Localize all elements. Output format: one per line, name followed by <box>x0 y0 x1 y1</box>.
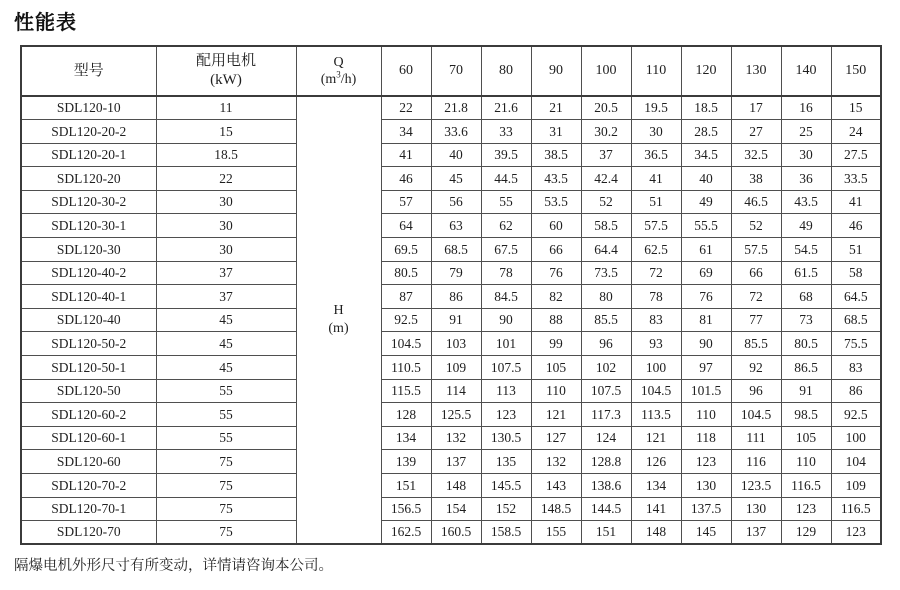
head-value-cell: 105 <box>781 426 831 450</box>
flow-value-header: 100 <box>581 46 631 96</box>
head-value-cell: 134 <box>631 474 681 498</box>
model-column-header: 型号 <box>21 46 156 96</box>
head-value-cell: 77 <box>731 308 781 332</box>
head-value-cell: 64.4 <box>581 238 631 262</box>
head-value-cell: 37 <box>581 143 631 167</box>
head-value-cell: 63 <box>431 214 481 238</box>
model-cell: SDL120-20-1 <box>21 143 156 167</box>
flow-value-header: 130 <box>731 46 781 96</box>
head-value-cell: 69 <box>681 261 731 285</box>
motor-kw-cell: 18.5 <box>156 143 296 167</box>
page-title: 性能表 <box>14 12 77 34</box>
head-value-cell: 104.5 <box>731 403 781 427</box>
motor-kw-cell: 75 <box>156 450 296 474</box>
head-value-cell: 134 <box>381 426 431 450</box>
table-row <box>21 308 881 332</box>
head-value-cell: 138.6 <box>581 474 631 498</box>
head-value-cell: 148 <box>631 521 681 545</box>
head-value-cell: 46 <box>831 214 881 238</box>
head-value-cell: 88 <box>531 308 581 332</box>
model-cell: SDL120-50-2 <box>21 332 156 356</box>
head-value-cell: 145 <box>681 521 731 545</box>
motor-kw-cell: 37 <box>156 285 296 309</box>
table-row <box>21 332 881 356</box>
head-value-cell: 51 <box>631 190 681 214</box>
head-value-cell: 93 <box>631 332 681 356</box>
head-value-cell: 16 <box>781 96 831 120</box>
head-value-cell: 86 <box>431 285 481 309</box>
head-value-cell: 154 <box>431 497 481 521</box>
motor-kw-cell: 75 <box>156 521 296 545</box>
head-value-cell: 104.5 <box>381 332 431 356</box>
head-value-cell: 111 <box>731 426 781 450</box>
head-value-cell: 144.5 <box>581 497 631 521</box>
head-value-cell: 135 <box>481 450 531 474</box>
head-value-cell: 104.5 <box>631 379 681 403</box>
head-value-cell: 58.5 <box>581 214 631 238</box>
head-value-cell: 128 <box>381 403 431 427</box>
head-value-cell: 130.5 <box>481 426 531 450</box>
table-row <box>21 190 881 214</box>
head-value-cell: 96 <box>581 332 631 356</box>
head-value-cell: 62 <box>481 214 531 238</box>
head-value-cell: 55 <box>481 190 531 214</box>
head-value-cell: 139 <box>381 450 431 474</box>
head-value-cell: 137 <box>431 450 481 474</box>
flow-unit-header <box>296 46 381 96</box>
head-value-cell: 124 <box>581 426 631 450</box>
head-value-cell: 160.5 <box>431 521 481 545</box>
table-row <box>21 214 881 238</box>
head-value-cell: 40 <box>431 143 481 167</box>
head-value-cell: 83 <box>831 356 881 380</box>
motor-kw-cell: 45 <box>156 332 296 356</box>
head-value-cell: 84.5 <box>481 285 531 309</box>
flow-value-header: 70 <box>431 46 481 96</box>
head-value-cell: 21 <box>531 96 581 120</box>
table-header <box>21 46 881 96</box>
table-row <box>21 356 881 380</box>
motor-kw-cell: 37 <box>156 261 296 285</box>
head-value-cell: 148 <box>431 474 481 498</box>
head-value-cell: 152 <box>481 497 531 521</box>
head-value-cell: 103 <box>431 332 481 356</box>
table-row <box>21 143 881 167</box>
head-value-cell: 52 <box>731 214 781 238</box>
head-value-cell: 109 <box>431 356 481 380</box>
head-value-cell: 49 <box>681 190 731 214</box>
head-value-cell: 54.5 <box>781 238 831 262</box>
table-row <box>21 474 881 498</box>
head-value-cell: 116 <box>731 450 781 474</box>
motor-header-line1: 配用电机 <box>195 53 256 70</box>
head-value-cell: 61.5 <box>781 261 831 285</box>
head-value-cell: 75.5 <box>831 332 881 356</box>
flow-value-header: 150 <box>831 46 881 96</box>
model-cell: SDL120-40-1 <box>21 285 156 309</box>
head-value-cell: 127 <box>531 426 581 450</box>
head-value-cell: 51 <box>831 238 881 262</box>
model-cell: SDL120-40-2 <box>21 261 156 285</box>
head-value-cell: 57 <box>381 190 431 214</box>
head-value-cell: 30 <box>631 120 681 144</box>
head-value-cell: 98.5 <box>781 403 831 427</box>
head-value-cell: 148.5 <box>531 497 581 521</box>
motor-column-header <box>156 46 296 96</box>
head-value-cell: 67.5 <box>481 238 531 262</box>
table-row <box>21 379 881 403</box>
head-value-cell: 20.5 <box>581 96 631 120</box>
motor-kw-cell: 15 <box>156 120 296 144</box>
head-value-cell: 90 <box>481 308 531 332</box>
model-cell: SDL120-40 <box>21 308 156 332</box>
head-value-cell: 52 <box>581 190 631 214</box>
head-value-cell: 72 <box>731 285 781 309</box>
motor-kw-cell: 75 <box>156 497 296 521</box>
head-value-cell: 46 <box>381 167 431 191</box>
motor-kw-cell: 45 <box>156 356 296 380</box>
head-value-cell: 68.5 <box>431 238 481 262</box>
head-value-cell: 45 <box>431 167 481 191</box>
motor-kw-cell: 55 <box>156 426 296 450</box>
head-value-cell: 107.5 <box>581 379 631 403</box>
head-value-cell: 86 <box>831 379 881 403</box>
head-value-cell: 113 <box>481 379 531 403</box>
table-row <box>21 497 881 521</box>
head-value-cell: 43.5 <box>531 167 581 191</box>
table-row <box>21 285 881 309</box>
head-value-cell: 80.5 <box>781 332 831 356</box>
model-cell: SDL120-30-2 <box>21 190 156 214</box>
head-value-cell: 132 <box>531 450 581 474</box>
head-value-cell: 36 <box>781 167 831 191</box>
head-value-cell: 19.5 <box>631 96 681 120</box>
head-value-cell: 27 <box>731 120 781 144</box>
head-value-cell: 57.5 <box>631 214 681 238</box>
head-value-cell: 82 <box>531 285 581 309</box>
model-cell: SDL120-20-2 <box>21 120 156 144</box>
motor-kw-cell: 55 <box>156 403 296 427</box>
head-value-cell: 151 <box>581 521 631 545</box>
model-cell: SDL120-60 <box>21 450 156 474</box>
head-value-cell: 162.5 <box>381 521 431 545</box>
head-value-cell: 60 <box>531 214 581 238</box>
head-value-cell: 76 <box>531 261 581 285</box>
flow-value-header: 120 <box>681 46 731 96</box>
head-value-cell: 56 <box>431 190 481 214</box>
head-value-cell: 137.5 <box>681 497 731 521</box>
head-value-cell: 36.5 <box>631 143 681 167</box>
head-value-cell: 114 <box>431 379 481 403</box>
head-value-cell: 116.5 <box>781 474 831 498</box>
head-value-cell: 130 <box>731 497 781 521</box>
head-value-cell: 42.4 <box>581 167 631 191</box>
head-value-cell: 104 <box>831 450 881 474</box>
table-row <box>21 403 881 427</box>
head-value-cell: 41 <box>831 190 881 214</box>
flow-value-header: 140 <box>781 46 831 96</box>
motor-kw-cell: 55 <box>156 379 296 403</box>
head-value-cell: 96 <box>731 379 781 403</box>
head-unit-cell: H (m) <box>296 96 381 544</box>
head-value-cell: 145.5 <box>481 474 531 498</box>
head-value-cell: 110.5 <box>381 356 431 380</box>
head-value-cell: 28.5 <box>681 120 731 144</box>
head-value-cell: 97 <box>681 356 731 380</box>
table-row <box>21 120 881 144</box>
head-value-cell: 18.5 <box>681 96 731 120</box>
head-value-cell: 34 <box>381 120 431 144</box>
motor-kw-cell: 75 <box>156 474 296 498</box>
table-row <box>21 426 881 450</box>
head-value-cell: 110 <box>781 450 831 474</box>
head-value-cell: 25 <box>781 120 831 144</box>
motor-kw-cell: 45 <box>156 308 296 332</box>
head-value-cell: 40 <box>681 167 731 191</box>
flow-unit: $(m^3/h)$ <box>320 69 357 87</box>
head-value-cell: 27.5 <box>831 143 881 167</box>
head-value-cell: 73 <box>781 308 831 332</box>
head-value-cell: 101.5 <box>681 379 731 403</box>
head-value-cell: 107.5 <box>481 356 531 380</box>
motor-header-line2: (kW) <box>210 72 242 88</box>
head-value-cell: 21.8 <box>431 96 481 120</box>
head-value-cell: 91 <box>781 379 831 403</box>
head-value-cell: 55.5 <box>681 214 731 238</box>
model-cell: SDL120-30 <box>21 238 156 262</box>
head-value-cell: 68 <box>781 285 831 309</box>
head-value-cell: 155 <box>531 521 581 545</box>
model-cell: SDL120-70-2 <box>21 474 156 498</box>
head-value-cell: 76 <box>681 285 731 309</box>
head-value-cell: 123 <box>781 497 831 521</box>
head-value-cell: 33.5 <box>831 167 881 191</box>
model-cell: SDL120-60-1 <box>21 426 156 450</box>
head-value-cell: 46.5 <box>731 190 781 214</box>
flow-symbol: Q <box>333 54 344 70</box>
motor-kw-cell: 30 <box>156 214 296 238</box>
head-value-cell: 64 <box>381 214 431 238</box>
head-value-cell: 34.5 <box>681 143 731 167</box>
head-value-cell: 61 <box>681 238 731 262</box>
head-value-cell: 64.5 <box>831 285 881 309</box>
head-value-cell: 69.5 <box>381 238 431 262</box>
head-value-cell: 121 <box>531 403 581 427</box>
head-value-cell: 44.5 <box>481 167 531 191</box>
head-value-cell: 92 <box>731 356 781 380</box>
head-value-cell: 156.5 <box>381 497 431 521</box>
model-cell: SDL120-70 <box>21 521 156 545</box>
head-value-cell: 80.5 <box>381 261 431 285</box>
head-value-cell: 57.5 <box>731 238 781 262</box>
model-cell: SDL120-30-1 <box>21 214 156 238</box>
head-value-cell: 68.5 <box>831 308 881 332</box>
head-value-cell: 123 <box>831 521 881 545</box>
head-value-cell: 38.5 <box>531 143 581 167</box>
model-cell: SDL120-70-1 <box>21 497 156 521</box>
motor-kw-cell: 30 <box>156 238 296 262</box>
head-value-cell: 81 <box>681 308 731 332</box>
head-value-cell: 31 <box>531 120 581 144</box>
head-value-cell: 85.5 <box>581 308 631 332</box>
head-value-cell: 30.2 <box>581 120 631 144</box>
head-value-cell: 123 <box>481 403 531 427</box>
head-value-cell: 41 <box>381 143 431 167</box>
head-value-cell: 116.5 <box>831 497 881 521</box>
head-value-cell: 101 <box>481 332 531 356</box>
head-value-cell: 22 <box>381 96 431 120</box>
head-value-cell: 33.6 <box>431 120 481 144</box>
head-value-cell: 132 <box>431 426 481 450</box>
head-value-cell: 91 <box>431 308 481 332</box>
head-value-cell: 128.8 <box>581 450 631 474</box>
head-value-cell: 115.5 <box>381 379 431 403</box>
head-value-cell: 86.5 <box>781 356 831 380</box>
head-value-cell: 78 <box>631 285 681 309</box>
head-value-cell: 17 <box>731 96 781 120</box>
head-value-cell: 49 <box>781 214 831 238</box>
flow-value-header: 60 <box>381 46 431 96</box>
head-value-cell: 105 <box>531 356 581 380</box>
table-row <box>21 261 881 285</box>
head-value-cell: 113.5 <box>631 403 681 427</box>
head-value-cell: 143 <box>531 474 581 498</box>
head-value-cell: 110 <box>531 379 581 403</box>
head-value-cell: 87 <box>381 285 431 309</box>
head-value-cell: 118 <box>681 426 731 450</box>
head-value-cell: 130 <box>681 474 731 498</box>
head-value-cell: 123 <box>681 450 731 474</box>
motor-kw-cell: 30 <box>156 190 296 214</box>
table-row <box>21 238 881 262</box>
head-value-cell: 100 <box>831 426 881 450</box>
table-row <box>21 521 881 545</box>
head-value-cell: 109 <box>831 474 881 498</box>
model-cell: SDL120-20 <box>21 167 156 191</box>
model-cell: SDL120-10 <box>21 96 156 120</box>
head-value-cell: 80 <box>581 285 631 309</box>
table-row <box>21 167 881 191</box>
head-value-cell: 53.5 <box>531 190 581 214</box>
head-value-cell: 33 <box>481 120 531 144</box>
head-value-cell: 158.5 <box>481 521 531 545</box>
head-value-cell: 125.5 <box>431 403 481 427</box>
head-value-cell: 126 <box>631 450 681 474</box>
model-cell: SDL120-50 <box>21 379 156 403</box>
head-value-cell: 85.5 <box>731 332 781 356</box>
head-value-cell: 102 <box>581 356 631 380</box>
head-value-cell: 66 <box>531 238 581 262</box>
flow-value-header: 110 <box>631 46 681 96</box>
head-value-cell: 137 <box>731 521 781 545</box>
head-value-cell: 43.5 <box>781 190 831 214</box>
head-value-cell: 62.5 <box>631 238 681 262</box>
head-value-cell: 38 <box>731 167 781 191</box>
head-value-cell: 32.5 <box>731 143 781 167</box>
performance-table <box>20 45 882 545</box>
head-value-cell: 121 <box>631 426 681 450</box>
head-value-cell: 73.5 <box>581 261 631 285</box>
head-value-cell: 99 <box>531 332 581 356</box>
motor-kw-cell: 22 <box>156 167 296 191</box>
head-value-cell: 79 <box>431 261 481 285</box>
head-value-cell: 90 <box>681 332 731 356</box>
motor-kw-cell: 11 <box>156 96 296 120</box>
head-value-cell: 72 <box>631 261 681 285</box>
head-value-cell: 129 <box>781 521 831 545</box>
head-value-cell: 58 <box>831 261 881 285</box>
head-value-cell: 78 <box>481 261 531 285</box>
head-value-cell: 110 <box>681 403 731 427</box>
model-cell: SDL120-50-1 <box>21 356 156 380</box>
table-row <box>21 450 881 474</box>
head-value-cell: 141 <box>631 497 681 521</box>
footnote: 隔爆电机外形尺寸有所变动，详情请咨询本公司。 <box>14 558 333 574</box>
head-value-cell: 41 <box>631 167 681 191</box>
head-value-cell: 83 <box>631 308 681 332</box>
flow-value-header: 90 <box>531 46 581 96</box>
head-value-cell: 30 <box>781 143 831 167</box>
head-value-cell: 117.3 <box>581 403 631 427</box>
head-value-cell: 123.5 <box>731 474 781 498</box>
head-value-cell: 66 <box>731 261 781 285</box>
performance-table-body <box>21 96 881 544</box>
head-value-cell: 21.6 <box>481 96 531 120</box>
head-value-cell: 151 <box>381 474 431 498</box>
model-cell: SDL120-60-2 <box>21 403 156 427</box>
head-value-cell: 100 <box>631 356 681 380</box>
head-value-cell: 15 <box>831 96 881 120</box>
table-header-row <box>21 46 881 96</box>
flow-value-header: 80 <box>481 46 531 96</box>
head-value-cell: 39.5 <box>481 143 531 167</box>
head-value-cell: 24 <box>831 120 881 144</box>
table-row <box>21 96 881 120</box>
head-value-cell: 92.5 <box>381 308 431 332</box>
head-value-cell: 92.5 <box>831 403 881 427</box>
